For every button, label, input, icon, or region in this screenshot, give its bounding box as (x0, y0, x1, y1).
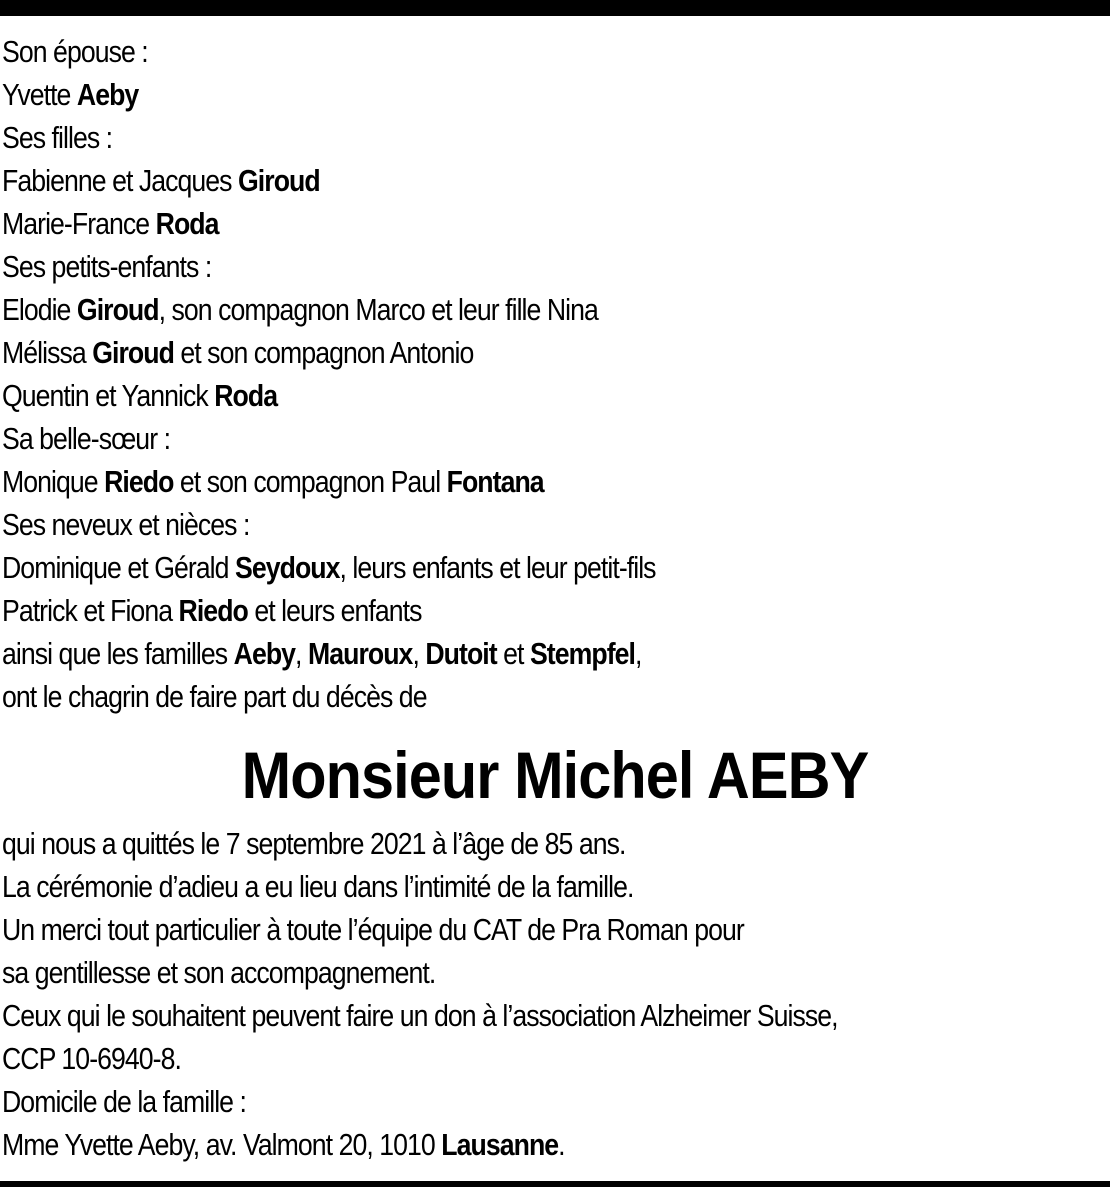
text-line (2, 994, 953, 1037)
text-run: qui nous a quittés le 7 septembre 2021 à l’âge de 85 ans. (2, 826, 626, 861)
text-line (2, 589, 953, 632)
text-line (2, 202, 953, 245)
text-run: Domicile de la famille : (2, 1084, 246, 1119)
text-run: . (558, 1127, 565, 1162)
text-run: Fabienne et Jacques (2, 163, 239, 198)
top-rule (0, 0, 1110, 16)
surname: Giroud (92, 335, 174, 370)
text-run: ainsi que les familles (2, 636, 234, 671)
text-line (2, 865, 953, 908)
surname: Seydoux (235, 550, 340, 585)
text-run: Yvette (2, 77, 77, 112)
surname: Roda (155, 206, 219, 241)
text-run: et (496, 636, 530, 671)
text-run: , (295, 636, 308, 671)
text-line (2, 116, 953, 159)
surname: Dutoit (425, 636, 497, 671)
text-line (2, 546, 953, 589)
text-run: sa gentillesse et son accompagnement. (2, 955, 436, 990)
text-run: Dominique et Gérald (2, 550, 236, 585)
text-line (2, 460, 953, 503)
text-run: Quentin et Yannick (2, 378, 215, 413)
closing-text (2, 822, 1108, 1166)
text-run: Patrick et Fiona (2, 593, 179, 628)
surname: Giroud (238, 163, 320, 198)
surname: Riedo (104, 464, 174, 499)
text-run: Ses petits-enfants : (2, 249, 212, 284)
text-line (2, 331, 953, 374)
text-run: Son épouse : (2, 34, 148, 69)
text-line (2, 30, 953, 73)
text-run: , son compagnon Marco et leur fille Nina (158, 292, 598, 327)
text-run: CCP 10-6940-8. (2, 1041, 181, 1076)
surname: Aeby (76, 77, 139, 112)
surname: Riedo (178, 593, 248, 628)
text-run: Mme Yvette Aeby, av. Valmont 20, 1010 (2, 1127, 442, 1162)
text-line (2, 632, 953, 675)
text-line (2, 822, 953, 865)
text-line (2, 503, 953, 546)
text-run: Sa belle-sœur : (2, 421, 171, 456)
surname: Roda (214, 378, 278, 413)
text-run: La cérémonie d’adieu a eu lieu dans l’intimité de la famille. (2, 869, 634, 904)
text-line (2, 245, 953, 288)
text-run: , (634, 636, 642, 671)
text-run: et son compagnon Antonio (173, 335, 474, 370)
text-line (2, 288, 953, 331)
text-run: Ses filles : (2, 120, 113, 155)
surname: Stempfel (529, 636, 635, 671)
surname: Giroud (76, 292, 159, 327)
text-run: , leurs enfants et leur petit-fils (339, 550, 656, 585)
surname: Aeby (233, 636, 296, 671)
surname: Fontana (446, 464, 544, 499)
text-run: et son compagnon Paul (173, 464, 447, 499)
text-run: Ses neveux et nièces : (2, 507, 250, 542)
text-line (2, 159, 953, 202)
text-run: Monique (2, 464, 105, 499)
text-line (2, 908, 953, 951)
text-line (2, 1080, 953, 1123)
text-line (2, 1123, 953, 1166)
deceased-name-heading: Monsieur Michel AEBY (241, 738, 869, 812)
text-run: Mélissa (2, 335, 93, 370)
surname: Mauroux (307, 636, 413, 671)
text-line (2, 374, 953, 417)
text-run: Ceux qui le souhaitent peuvent faire un don à l’association Alzheimer Suisse, (2, 998, 838, 1033)
text-run: , (412, 636, 426, 671)
text-line (2, 417, 953, 460)
text-line (2, 951, 953, 994)
bottom-rule (0, 1181, 1110, 1187)
surname: Lausanne (441, 1127, 559, 1162)
text-line (2, 1037, 953, 1080)
text-run: ont le chagrin de faire part du décès de (2, 679, 427, 714)
text-run: Un merci tout particulier à toute l’équipe du CAT de Pra Roman pour (2, 912, 744, 947)
text-line (2, 675, 953, 718)
text-run: Elodie (2, 292, 77, 327)
text-run: Marie-France (2, 206, 156, 241)
family-list (2, 30, 1108, 718)
text-run: et leurs enfants (247, 593, 422, 628)
text-line (2, 73, 953, 116)
